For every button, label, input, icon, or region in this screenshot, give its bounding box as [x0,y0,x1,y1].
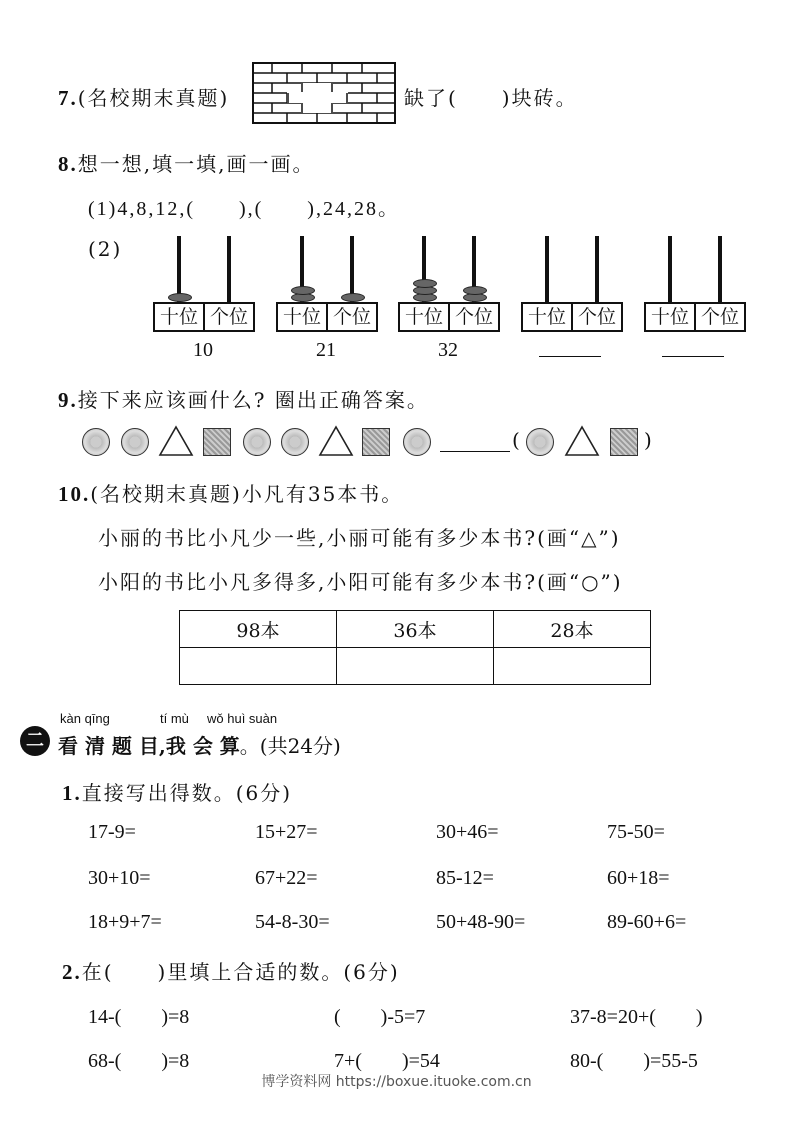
fill-blank-problem[interactable]: 80-( )=55-5 [570,1050,698,1072]
square-shape [362,428,390,456]
abacus-answer-blank[interactable] [662,356,724,357]
tens-bead [291,286,315,295]
q10-line1: 小丽的书比小凡少一些,小丽可能有多少本书?(画“△”) [98,526,621,550]
q7-line [58,82,229,111]
place-value-box [521,302,623,332]
tens-rod [668,236,672,302]
calc-problem[interactable]: 30+46= [436,821,499,843]
ones-place-label: 个位 [448,304,498,330]
section-title-text: 看 清 题 目,我 会 算 [58,734,240,758]
tens-place-label: 十位 [527,306,566,328]
q9-open-paren: ( [512,428,522,452]
q8-number: 8. [58,152,78,176]
circle-shape [243,428,271,456]
books-table [179,610,651,685]
q8-line [58,148,314,177]
calc-problem[interactable]: 54-8-30= [255,911,330,933]
section-title [58,730,341,759]
tens-place-label: 十位 [282,306,321,328]
ones-place-label: 个位 [326,304,376,330]
brick-wall-figure [252,62,396,124]
section-score: 。(共24分) [239,734,341,758]
tens-bead [413,279,437,288]
option-triangle[interactable] [564,425,600,457]
tens-bead [168,293,192,302]
abacus-value: 10 [193,339,213,361]
calc-problem[interactable]: 30+10= [88,867,151,889]
calc-problem[interactable]: 60+18= [607,867,670,889]
q9-number: 9. [58,388,78,412]
ones-place-label: 个位 [571,304,621,330]
calc-problem[interactable]: 50+48-90= [436,911,526,933]
option-circle[interactable] [526,428,554,456]
q8-part1: (1)4,8,12,( ),( ),24,28。 [88,198,400,220]
calc-problem[interactable]: 75-50= [607,821,665,843]
q7-answer-text: 缺了( )块砖。 [404,86,578,110]
books-answer-cell[interactable] [180,648,337,685]
s2q2-number: 2. [62,960,82,984]
triangle-shape [158,425,194,457]
s2q2-line [62,956,400,985]
calc-problem[interactable]: 67+22= [255,867,318,889]
ones-bead [463,286,487,295]
q8-title: 想一想,填一填,画一画。 [77,152,315,176]
pinyin-kan-qing: kàn qīng [60,711,110,726]
tens-place-label: 十位 [159,306,198,328]
circle-shape [281,428,309,456]
books-header-cell: 28本 [494,611,651,648]
fill-blank-problem[interactable]: 14-( )=8 [88,1006,190,1028]
footer-watermark: 博学资料网 https://boxue.ituoke.com.cn [261,1074,532,1090]
pinyin-wo-hui-suan: wǒ huì suàn [207,711,278,726]
circle-shape [121,428,149,456]
books-answer-cell[interactable] [337,648,494,685]
ones-bead [341,293,365,302]
triangle-shape [318,425,354,457]
pinyin-ti-mu: tí mù [160,711,189,726]
q10-title: 小凡有35本书。 [241,482,404,506]
s2q1-line [62,777,292,806]
q7-source: (名校期末真题) [77,86,230,110]
place-value-box [276,302,378,332]
place-value-box [153,302,255,332]
tens-place-label: 十位 [404,306,443,328]
q9-close-paren: ) [644,428,654,452]
calc-problem[interactable]: 18+9+7= [88,911,162,933]
s2q2-title: 在( )里填上合适的数。(6分) [81,960,400,984]
ones-place-label: 个位 [203,304,253,330]
q7-number: 7. [58,86,78,110]
circle-shape [403,428,431,456]
abacus-value: 21 [316,339,336,361]
calc-problem[interactable]: 17-9= [88,821,136,843]
calc-problem[interactable]: 89-60+6= [607,911,687,933]
option-square[interactable] [610,428,638,456]
ones-rod [718,236,722,302]
tens-rod [545,236,549,302]
books-header-cell: 98本 [180,611,337,648]
q8-part2-label: (2) [88,237,123,261]
books-header-cell: 36本 [337,611,494,648]
calc-problem[interactable]: 15+27= [255,821,318,843]
abacus-answer-blank[interactable] [539,356,601,357]
q10-source: (名校期末真题) [90,482,242,506]
q10-line [58,478,403,507]
tens-place-label: 十位 [650,306,689,328]
fill-blank-problem[interactable]: 68-( )=8 [88,1050,190,1072]
place-value-box [644,302,746,332]
q9-line [58,384,429,413]
ones-rod [595,236,599,302]
abacus-value: 32 [438,339,458,361]
books-answer-cell[interactable] [494,648,651,685]
fill-blank-problem[interactable]: ( )-5=7 [334,1006,426,1028]
s2q1-title: 直接写出得数。(6分) [81,781,293,805]
calc-problem[interactable]: 85-12= [436,867,494,889]
fill-blank-problem[interactable]: 37-8=20+( ) [570,1006,703,1028]
square-shape [203,428,231,456]
q10-number: 10. [58,482,91,506]
fill-blank-problem[interactable]: 7+( )=54 [334,1050,440,1072]
circle-shape [82,428,110,456]
q9-title: 接下来应该画什么? 圈出正确答案。 [77,388,429,412]
s2q1-number: 1. [62,781,82,805]
ones-rod [227,236,231,302]
section-number-badge: 二 [20,726,50,756]
answer-blank[interactable] [440,451,510,452]
ones-place-label: 个位 [694,304,744,330]
place-value-box [398,302,500,332]
q10-line2: 小阳的书比小凡多得多,小阳可能有多少本书?(画“○”) [98,570,623,594]
